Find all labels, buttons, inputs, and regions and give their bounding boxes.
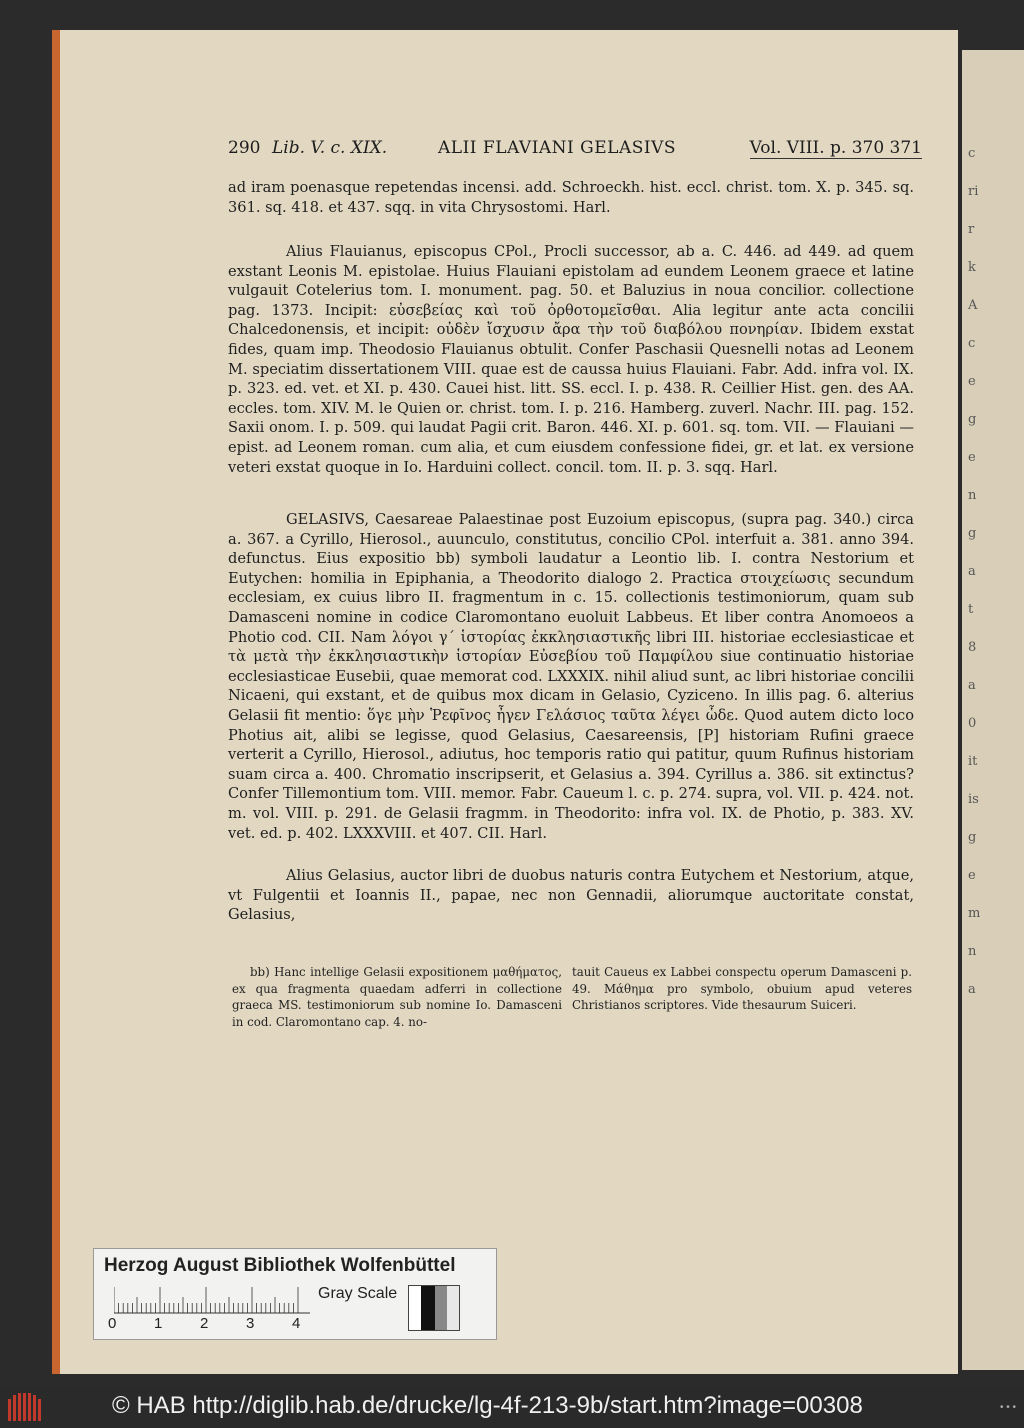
- footer-bar: [0, 1388, 1024, 1428]
- volume-reference: Vol. VIII. p. 370 371: [749, 138, 922, 158]
- adjacent-page-fragment: n: [968, 944, 977, 959]
- hab-logo-icon: [6, 1391, 46, 1425]
- adjacent-page-fragment: m: [968, 906, 981, 921]
- adjacent-page-fragment: it: [968, 754, 978, 769]
- footer-url[interactable]: © HAB http://diglib.hab.de/drucke/lg-4f-213-9b/start.htm?image=00308: [112, 1392, 863, 1419]
- footer-dots: • • •: [999, 1402, 1016, 1413]
- paragraph-continuation: ad iram poenasque repetendas incensi. add. Schroeckh. hist. eccl. christ. tom. X. p. 345. sq. 361. sq. 418. et 437. sqq. in vita Chrysostomi. Harl.: [228, 179, 914, 216]
- adjacent-page-fragment: g: [968, 412, 977, 427]
- ruler-number: 4: [292, 1315, 301, 1332]
- adjacent-page-fragment: 0: [968, 716, 977, 731]
- adjacent-page-fragment: e: [968, 868, 976, 883]
- paragraph-alius-gelasius: Alius Gelasius, auctor libri de duobus naturis contra Eutychem et Nestorium, atque, vt Fulgentii et Ioannis II., papae, nec non Gennadii, aliorumque auctoritate constat, Gelasius,: [228, 867, 914, 924]
- adjacent-page-fragment: ri: [968, 184, 979, 199]
- adjacent-page-fragment: e: [968, 374, 976, 389]
- ruler-number: 1: [154, 1315, 163, 1332]
- adjacent-page-fragment: g: [968, 830, 977, 845]
- library-name: Herzog August Bibliothek Wolfenbüttel: [104, 1255, 456, 1276]
- adjacent-page-fragment: g: [968, 526, 977, 541]
- adjacent-page-edge: [962, 50, 1024, 1370]
- ruler-number: 2: [200, 1315, 209, 1332]
- scale-ruler: [114, 1285, 310, 1315]
- adjacent-page-fragment: A: [968, 298, 978, 313]
- adjacent-page-fragment: r: [968, 222, 975, 237]
- adjacent-page-fragment: a: [968, 564, 976, 579]
- adjacent-page-fragment: c: [968, 146, 976, 161]
- adjacent-page-fragment: n: [968, 488, 977, 503]
- ruler-number: 0: [108, 1315, 117, 1332]
- gray-scale-label: Gray Scale: [318, 1285, 398, 1302]
- page-title: ALII FLAVIANI GELASIVS: [438, 138, 677, 158]
- adjacent-page-fragment: a: [968, 678, 976, 693]
- ruler-number: 3: [246, 1315, 255, 1332]
- adjacent-page-fragment: t: [968, 602, 974, 617]
- adjacent-page-fragment: a: [968, 982, 976, 997]
- section-reference: Lib. V. c. XIX.: [272, 138, 388, 158]
- adjacent-page-fragment: c: [968, 336, 976, 351]
- paragraph-flavianus: Alius Flauianus, episcopus CPol., Procli successor, ab a. C. 446. ad 449. ad quem exstant Leonis M. epistolae. Huius Flauiani epistolam ad eundem Leonem graece et latine vulgauit Cotelerius tom. I. monument. pag. 50. et Baluzius in noua concilior. collectione pag. 1373. Incipit: εὐσεβείας καὶ τοῦ ὀρθοτομεῖσθαι. Alia legitur ante acta concilii Chalcedonensis, et incipit: οὐδὲν ἴσχυσιν ἄρα τὴν τοῦ διαβόλου πονηρίαν. Ibidem exstat fides, quam imp. Theodosio Flauianus obtulit. Confer Paschasii Quesnelli notas ad Leonem M. speciatim dissertationem VIII. quae est de caussa huius Flauiani. Fabr. Add. infra vol. IX. p. 323. ed. vet. et XI. p. 430. Cauei hist. litt. SS. eccl. I. p. 438. R. Ceillier Hist. gen. des AA. eccles. tom. XIV. M. le Quien or. christ. tom. I. p. 216. Hamberg. zuverl. Nachr. III. pag. 152. Saxii onom. I. p. 509. qui laudat Pagii crit. Baron. 446. XI. p. 601. sq. tom. VII. — Flauiani — epist. ad Leonem roman. cum alia, et cum eiusdem confessione fidei, gr. et lat. ex versione veteri exstat quoque in Io. Harduini collect. concil. tom. II. p. 3. sqq. Harl.: [228, 243, 914, 476]
- footnote-left-column: bb) Hanc intellige Gelasii expositionem μαθήματος, ex qua fragmenta quaedam adferri in collectione graeca MS. testimoniorum sub nomine Io. Damasceni in cod. Claromontano cap. 4. no-: [232, 965, 562, 1029]
- adjacent-page-fragment: 8: [968, 640, 977, 655]
- adjacent-page-fragment: k: [968, 260, 976, 275]
- paragraph-gelasius: GELASIVS, Caesareae Palaestinae post Euzoium episcopus, (supra pag. 340.) circa a. 367. a Cyrillo, Hierosol., auunculo, constitutus, concilio CPol. interfuit a. 381. anno 394. defunctus. Eius expositio bb) symboli laudatur a Leontio lib. I. contra Nestorium et Eutychen: homilia in Epiphania, a Theodorito dialogo 2. Practica στοιχείωσις secundum ecclesiam, ex cuius libro II. fragmentum in c. 15. collectionis testimoniorum, quam sub Damasceni nomine in codice Claromontano euoluit Labbeus. Et liber contra Anomoeos a Photio cod. CII. Nam λόγοι γ΄ ἱστορίας ἐκκλησιαστικῆς libri III. historiae ecclesiasticae et τὰ μετὰ τὴν ἐκκλησιαστικὴν ἱστορίαν Εὐσεβίου τοῦ Παμφίλου siue continuatio historiae ecclesiasticae Eusebii, quae memorat cod. LXXXIX. nihil aliud sunt, ac libri historiae concilii Nicaeni, qui exstant, et de quibus mox dicam in Gelasio, Cyziceno. In illis pag. 6. alterius Gelasii fit mentio: ὅγε μὴν Ῥεφῖνος ἦγεν Γελάσιος ταῦτα λέγει ὧδε. Quod autem dicto loco Photius ait, alibi se legisse, quod Gelasius, Caesareensis, [P] historiam Rufini graece verterit a Cyrillo, Hierosol., adiutus, hoc temporis ratio qui patitur, quum Rufinus historiam suam circa a. 400. Chromatio inscripserit, et Gelasius a. 394. Cyrillus a. 386. sit extinctus? Confer Tillemontium tom. VIII. memor. Fabr. Caueum l. c. p. 274. supra, vol. VII. p. 424. not. m. vol. VIII. p. 291. de Gelasii fragmm. in Theodorito: infra vol. IX. de Photio, p. 383. XV. vet. ed. p. 402. LXXXVIII. et 407. CII. Harl.: [228, 511, 914, 842]
- adjacent-page-fragment: is: [968, 792, 979, 807]
- library-stamp: [93, 1248, 497, 1340]
- adjacent-page-fragment: e: [968, 450, 976, 465]
- page-number: 290: [228, 138, 261, 158]
- running-header: [228, 138, 922, 164]
- gray-scale-swatch: [408, 1285, 460, 1331]
- footnote-right-column: tauit Caueus ex Labbei conspectu operum Damasceni p. 49. Μάθημα pro symbolo, obuium apud veteres Christianos scriptores. Vide thesaurum Suiceri.: [572, 965, 912, 1012]
